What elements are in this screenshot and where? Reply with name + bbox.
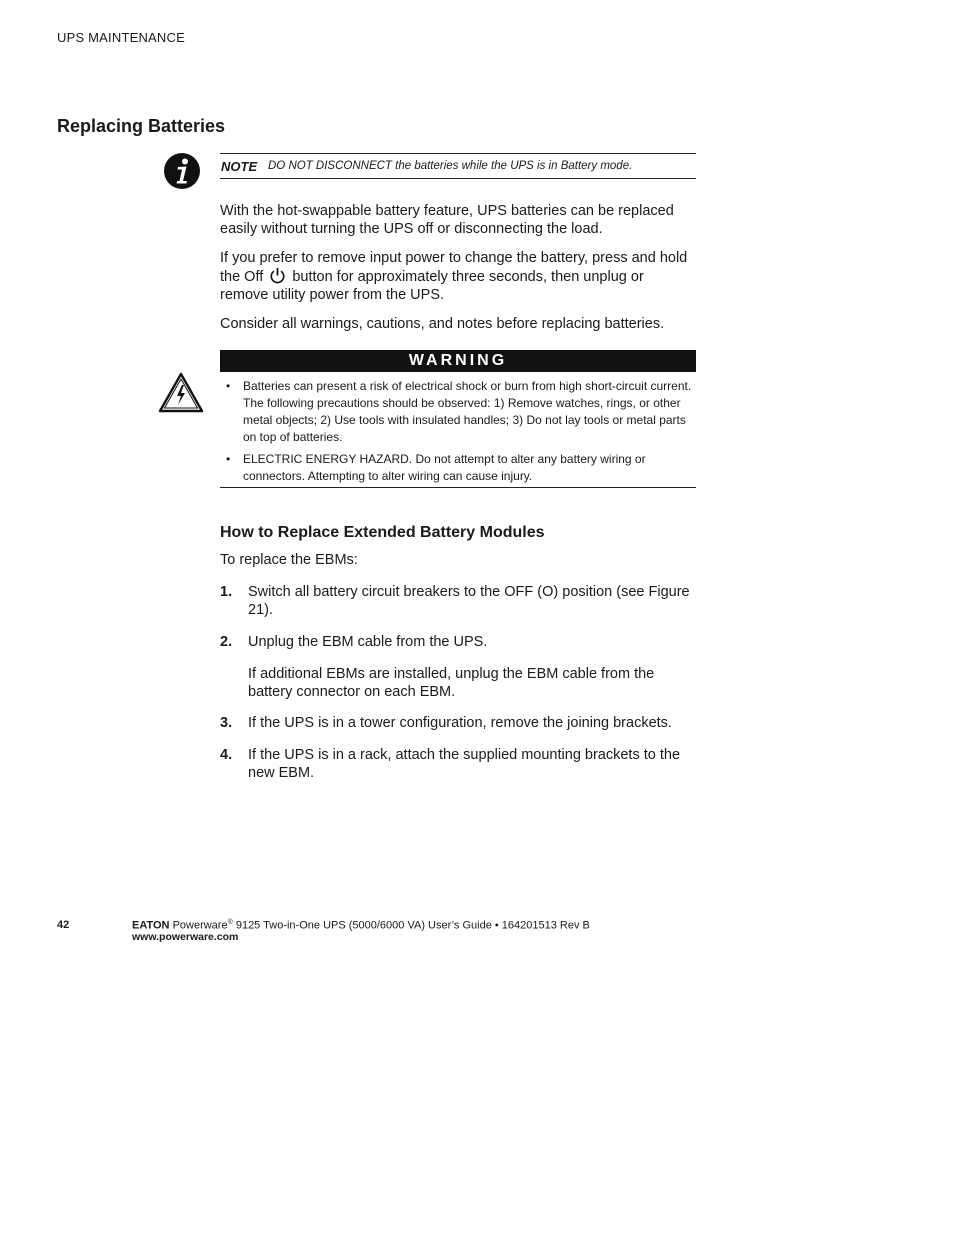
step-text: If the UPS is in a tower configuration, remove the joining brackets. [248, 715, 672, 731]
warning-header: WARNING [220, 350, 696, 372]
bullet: • [226, 379, 231, 393]
footer-brand: EATON [132, 919, 170, 932]
note-label: NOTE [221, 159, 258, 174]
warning-item-text: Batteries can present a risk of electrical shock or burn from high short-circuit current. The following precautions should be observed: 1) Remove watches, rings, or other metal objects; 2) Use tools with insulated handles; 3) Do not lay tools or metal parts on top of batteries. [243, 379, 692, 444]
step-extra-text: If additional EBMs are installed, unplug the EBM cable from the battery connector on each EBM. [248, 666, 655, 700]
step-text: Switch all battery circuit breakers to the OFF (O) position (see Figure 21). [248, 584, 690, 618]
page-title: Replacing Batteries [57, 116, 226, 136]
paragraph-remove-power-after: button for approximately three seconds, then unplug or remove utility power from the UPS. [220, 269, 644, 303]
step-number: 2. [220, 634, 233, 650]
section-label: UPS MAINTENANCE [57, 30, 185, 45]
warning-list [220, 376, 696, 488]
page-number: 42 [57, 919, 70, 931]
step-text: Unplug the EBM cable from the UPS. [248, 634, 488, 650]
step-number: 3. [220, 715, 233, 731]
bullet: • [226, 452, 231, 466]
subsection-title: How to Replace Extended Battery Modules [220, 524, 545, 541]
warning-item-text: ELECTRIC ENERGY HAZARD. Do not attempt to alter any battery wiring or connectors. Attempting to alter wiring can cause injury. [243, 452, 646, 483]
step-number: 1. [220, 584, 233, 600]
paragraph-consider-warnings: Consider all warnings, cautions, and notes before replacing batteries. [220, 316, 665, 332]
footer-product: Powerware [172, 919, 228, 932]
paragraph-hot-swap: With the hot-swappable battery feature, UPS batteries can be replaced easily without turning the UPS off or disconnecting the load. [220, 203, 674, 237]
info-icon [163, 152, 201, 190]
note-text: DO NOT DISCONNECT the batteries while the UPS is in Battery mode. [268, 160, 633, 172]
footer-doc-title: 9125 Two-in-One UPS (5000/6000 VA) User’s Guide • 164201513 Rev B [235, 919, 590, 932]
power-icon [269, 267, 286, 284]
paragraph-remove-power-before: If you prefer to remove input power to change the battery, press and hold the Off [220, 250, 688, 285]
registered-mark: ® [227, 919, 233, 926]
footer-document-info [132, 919, 590, 932]
electrical-hazard-icon [158, 372, 204, 413]
footer-url: www.powerware.com [132, 931, 239, 943]
step-text: If the UPS is in a rack, attach the supplied mounting brackets to the new EBM. [248, 747, 681, 781]
paragraph-remove-power [220, 249, 696, 304]
step-number: 4. [220, 747, 233, 763]
note-box [220, 153, 696, 179]
subsection-intro: To replace the EBMs: [220, 552, 358, 568]
